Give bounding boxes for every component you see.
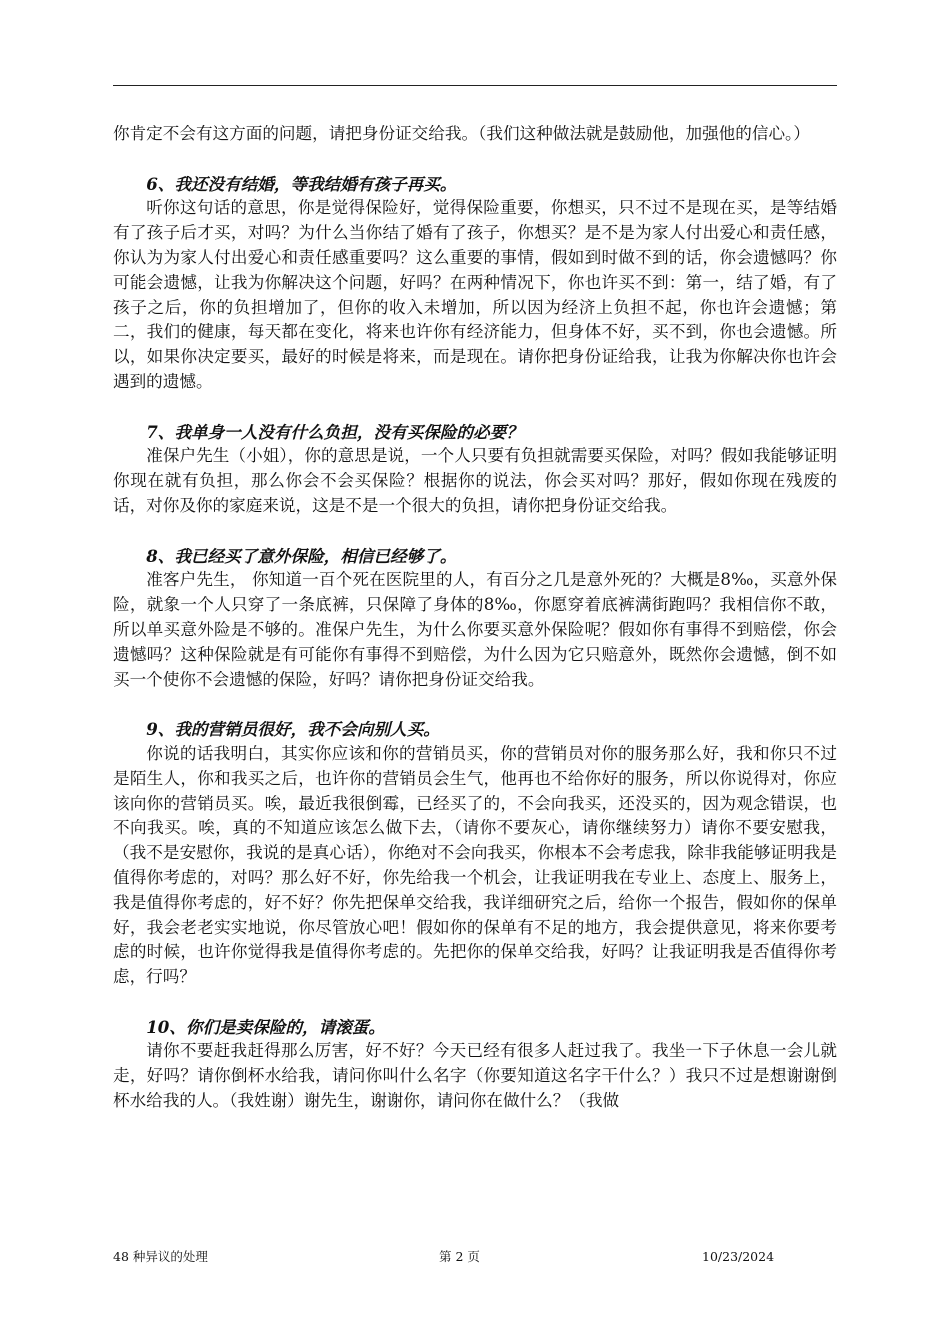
page-footer <box>113 1248 837 1266</box>
footer-date: 10/23/2024 <box>702 1249 775 1264</box>
header-rule <box>113 85 837 86</box>
objection-heading-7: 7、我单身一人没有什么负担，没有买保险的必要？ <box>146 421 523 442</box>
objection-response-9: 你说的话我明白，其实你应该和你的营销员买，你的营销员对你的服务那么好，我和你只不过是陌生人，你和我买之后，也许你的营销员会生气，他再也不给你好的服务，所以你说得对，你应该向你的营销员买。唉，最近我很倒霉，已经买了的，不会向我买，还没买的，因为观念错误，也不向我买。唉，真的不知道应该怎么做下去，（请你不要灰心，请你继续努力）请你不要安慰我，（我不是安慰你，我说的是真心话），你绝对不会向我买，你根本不会考虑我，除非我能够证明我是值得你考虑的，对吗？那么好不好，你先给我一个机会，让我证明我在专业上、态度上、服务上，我是值得你考虑的，好不好？你先把保单交给我，我详细研究之后，给你一个报告，假如你的保单好，我会老老实实地说，你尽管放心吧！假如你的保单有不足的地方，我会提供意见，将来你要考虑的时候，也许你觉得我是值得你考虑的。先把你的保单交给我，好吗？让我证明我是否值得你考虑，行吗？ <box>113 743 837 987</box>
objection-heading-10: 10、你们是卖保险的，请滚蛋。 <box>146 1016 385 1037</box>
objection-response-10: 请你不要赶我赶得那么厉害，好不好？今天已经有很多人赶过我了。我坐一下子休息一会儿就走，好吗？请你倒杯水给我，请问你叫什么名字（你要知道这名字干什么？）我只不过是想谢谢倒杯水给我的人。（我姓谢）谢先生，谢谢你，请问你在做什么？（我做 <box>113 1041 837 1111</box>
objection-response-6: 听你这句话的意思，你是觉得保险好，觉得保险重要，你想买，只不过不是现在买，是等结婚有了孩子后才买，对吗？为什么当你结了婚有了孩子，你想买？是不是为家人付出爱心和责任感，你认为为家人付出爱心和责任感重要吗？这么重要的事情，假如到时做不到的话，你会遗憾吗？你可能会遗憾，让我为你解决这个问题，好吗？在两种情况下，你也许买不到：第一，结了婚，有了孩子之后，你的负担增加了，但你的收入未增加，所以因为经济上负担不起，你也许会遗憾；第二，我们的健康，每天都在变化，将来也许你有经济能力，但身体不好，买不到，你也会遗憾。所以，如果你决定要买，最好的时候是将来，而是现在。请你把身份证给我，让我为你解决你也许会遇到的遗憾。 <box>113 198 837 391</box>
paragraph-continuation: 你肯定不会有这方面的问题，请把身份证交给我。（我们这种做法就是鼓励他，加强他的信心。） <box>113 124 810 143</box>
objection-heading-9: 9、我的营销员很好，我不会向别人买。 <box>146 719 440 740</box>
objection-heading-8: 8、我已经买了意外保险，相信已经够了。 <box>146 545 457 566</box>
objection-heading-6: 6、我还没有结婚，等我结婚有孩子再买。 <box>146 173 457 194</box>
objection-response-7: 准保户先生（小姐），你的意思是说，一个人只要有负担就需要买保险，对吗？假如我能够证明你现在就有负担，那么你会不会买保险？根据你的说法，你会买对吗？那好，假如你现在残废的话，对你及你的家庭来说，这是不是一个很大的负担，请你把身份证交给我。 <box>113 446 837 515</box>
footer-page-number: 第 2 页 <box>439 1249 480 1264</box>
objection-response-8: 准客户先生， 你知道一百个死在医院里的人，有百分之几是意外死的？大概是8‰，买意外保险，就象一个人只穿了一条底裤，只保障了身体的8‰，你愿穿着底裤满街跑吗？我相信你不敢，所以单买意外险是不够的。准保户先生，为什么你要买意外保险呢？假如你有事得不到赔偿，你会遗憾吗？这种保险就是有可能你有事得不到赔偿，为什么因为它只赔意外，既然你会遗憾，倒不如买一个使你不会遗憾的保险，好吗？请你把身份证交给我。 <box>113 570 837 689</box>
footer-document-title: 48 种异议的处理 <box>113 1249 208 1264</box>
document-body <box>113 122 837 1114</box>
